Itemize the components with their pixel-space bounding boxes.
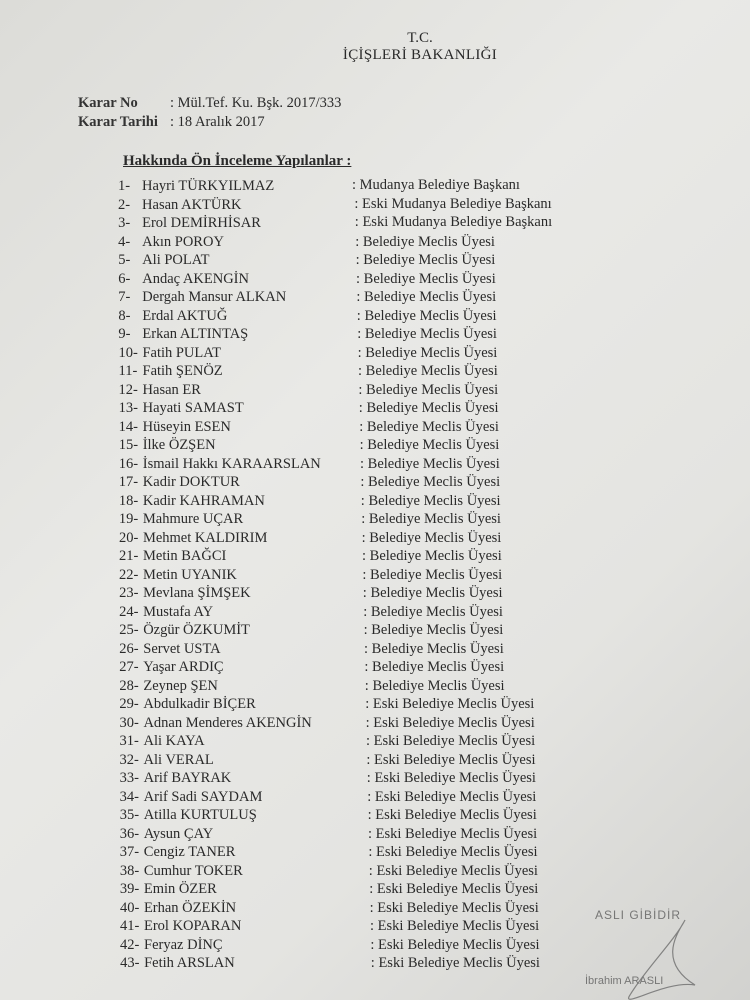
list-item xyxy=(119,382,201,399)
person-name: Dergah Mansur ALKAN xyxy=(142,289,287,305)
person-role: : Eski Belediye Meclis Üyesi xyxy=(368,844,538,860)
item-number: 41- xyxy=(120,918,140,934)
person-role: : Belediye Meclis Üyesi xyxy=(362,566,503,583)
list-item xyxy=(119,456,321,473)
list-item xyxy=(119,715,311,732)
item-number: 8- xyxy=(118,307,131,324)
item-number: 32- xyxy=(119,751,139,768)
item-number: 14- xyxy=(118,418,138,435)
person-name: Metin UYANIK xyxy=(143,566,237,583)
person-name: Ali POLAT xyxy=(142,252,210,268)
stamp-text: ASLI GİBİDİR xyxy=(595,908,682,922)
list-item xyxy=(119,493,265,510)
item-number: 22- xyxy=(119,566,139,583)
person-name: Yaşar ARDIÇ xyxy=(143,659,224,675)
person-name: Kadir KAHRAMAN xyxy=(142,492,265,509)
person-name: Servet USTA xyxy=(143,640,221,657)
item-number: 19- xyxy=(118,511,139,527)
person-name: Erkan ALTINTAŞ xyxy=(142,326,249,342)
list-item xyxy=(120,937,223,954)
karar-no-value: : Mül.Tef. Ku. Bşk. 2017/333 xyxy=(170,95,342,111)
person-name: Ali KAYA xyxy=(143,733,205,749)
person-role: : Eski Belediye Meclis Üyesi xyxy=(370,918,540,934)
person-name: Zeynep ŞEN xyxy=(143,677,218,694)
list-item xyxy=(119,604,213,621)
item-number: 3- xyxy=(118,215,131,231)
item-number: 35- xyxy=(119,807,140,823)
item-number: 15- xyxy=(118,437,139,453)
item-number: 1- xyxy=(118,178,131,194)
person-name: Hasan ER xyxy=(142,381,201,398)
list-item xyxy=(118,326,248,343)
item-number: 9- xyxy=(118,326,131,342)
item-number: 7- xyxy=(118,289,131,305)
person-name: İsmail Hakkı KARAARSLAN xyxy=(142,455,321,472)
person-name: Kadir DOKTUR xyxy=(142,474,240,490)
list-item xyxy=(120,844,236,861)
person-name: Mustafa AY xyxy=(143,603,214,620)
item-number: 27- xyxy=(119,659,139,675)
item-number: 37- xyxy=(119,844,140,860)
person-name: Hasan AKTÜRK xyxy=(142,196,242,213)
item-number: 39- xyxy=(119,881,140,897)
person-name: Fetih ARSLAN xyxy=(144,955,235,971)
person-role: : Belediye Meclis Üyesi xyxy=(364,677,505,694)
person-name: Emin ÖZER xyxy=(143,881,217,897)
list-item xyxy=(119,622,250,639)
item-number: 4- xyxy=(118,233,131,250)
list-item xyxy=(118,308,227,325)
list-item xyxy=(119,530,267,547)
list-item xyxy=(118,271,249,288)
item-number: 34- xyxy=(119,788,139,805)
item-number: 26- xyxy=(119,640,139,657)
list-item xyxy=(120,955,235,972)
list-item xyxy=(118,345,221,362)
list-item xyxy=(118,234,224,251)
person-name: Özgür ÖZKUMİT xyxy=(143,622,250,638)
person-name: Akın POROY xyxy=(142,233,224,250)
person-role: : Eski Mudanya Belediye Başkanı xyxy=(354,195,552,212)
item-number: 30- xyxy=(119,714,139,731)
person-role: : Belediye Meclis Üyesi xyxy=(362,585,503,601)
person-role: : Belediye Meclis Üyesi xyxy=(356,289,497,305)
karar-no-label: Karar No xyxy=(78,95,138,111)
person-role: : Belediye Meclis Üyesi xyxy=(357,326,497,342)
person-role: : Belediye Meclis Üyesi xyxy=(355,252,496,268)
item-number: 11- xyxy=(118,363,138,379)
stamp-signer: İbrahim ARASLI xyxy=(585,975,664,987)
item-number: 13- xyxy=(118,400,138,416)
item-number: 43- xyxy=(120,955,140,971)
item-number: 5- xyxy=(118,252,131,268)
item-number: 31- xyxy=(119,733,139,749)
person-name: Fatih ŞENÖZ xyxy=(142,363,223,379)
karar-tarihi-value: : 18 Aralık 2017 xyxy=(170,114,265,130)
list-item xyxy=(119,696,255,713)
item-number: 38- xyxy=(119,862,140,879)
item-number: 2- xyxy=(118,196,131,213)
list-item xyxy=(120,733,205,750)
person-name: Mehmet KALDIRIM xyxy=(142,529,268,546)
person-name: Hayri TÜRKYILMAZ xyxy=(142,178,275,194)
person-role: : Belediye Meclis Üyesi xyxy=(363,622,504,638)
list-item xyxy=(119,659,223,676)
person-role: : Belediye Meclis Üyesi xyxy=(358,381,499,398)
item-number: 18- xyxy=(118,492,139,509)
person-role: : Eski Belediye Meclis Üyesi xyxy=(367,788,537,805)
item-number: 23- xyxy=(119,585,139,601)
header-tc: T.C. xyxy=(407,30,433,46)
person-name: Erhan ÖZEKİN xyxy=(143,899,237,916)
item-number: 42- xyxy=(120,936,140,953)
person-name: Adnan Menderes AKENGİN xyxy=(143,714,312,731)
list-item xyxy=(119,511,243,528)
list-item xyxy=(119,400,244,417)
item-number: 6- xyxy=(118,270,131,287)
list-item xyxy=(120,807,257,824)
item-number: 21- xyxy=(119,548,139,564)
item-number: 33- xyxy=(119,770,139,786)
person-role: : Belediye Meclis Üyesi xyxy=(359,437,500,453)
list-item xyxy=(118,252,209,269)
person-role: : Eski Mudanya Belediye Başkanı xyxy=(354,214,553,230)
person-role: : Belediye Meclis Üyesi xyxy=(363,603,503,620)
person-role: : Belediye Meclis Üyesi xyxy=(360,492,501,509)
person-role: : Eski Belediye Meclis Üyesi xyxy=(365,714,535,731)
person-role: : Belediye Meclis Üyesi xyxy=(356,270,496,287)
list-item xyxy=(120,918,241,935)
person-name: Andaç AKENGİN xyxy=(142,270,249,287)
person-role: : Belediye Meclis Üyesi xyxy=(356,307,497,324)
list-item xyxy=(119,474,240,491)
person-name: Mevlana ŞİMŞEK xyxy=(143,585,251,601)
section-title: Hakkında Ön İnceleme Yapılanlar : xyxy=(123,153,352,169)
list-item xyxy=(118,197,241,214)
person-role: : Belediye Meclis Üyesi xyxy=(355,233,495,250)
list-item xyxy=(119,567,237,584)
person-role: : Eski Belediye Meclis Üyesi xyxy=(367,807,537,823)
list-item xyxy=(118,215,261,232)
person-role: : Belediye Meclis Üyesi xyxy=(358,400,499,416)
person-role: : Eski Belediye Meclis Üyesi xyxy=(366,770,536,786)
item-number: 24- xyxy=(119,603,139,620)
person-name: Hüseyin ESEN xyxy=(142,418,231,435)
person-name: Aysun ÇAY xyxy=(143,825,214,842)
person-role: : Belediye Meclis Üyesi xyxy=(364,640,504,657)
person-name: Arif BAYRAK xyxy=(143,770,232,786)
item-number: 16- xyxy=(118,455,139,472)
item-number: 28- xyxy=(119,677,139,694)
item-number: 12- xyxy=(118,381,138,398)
list-item xyxy=(120,826,213,843)
person-role: : Eski Belediye Meclis Üyesi xyxy=(365,696,535,712)
person-name: Erdal AKTUĞ xyxy=(142,307,228,324)
person-name: Atilla KURTULUŞ xyxy=(143,807,257,823)
list-item xyxy=(118,178,274,195)
list-item xyxy=(119,678,218,695)
person-role: : Eski Belediye Meclis Üyesi xyxy=(366,751,536,768)
item-number: 29- xyxy=(119,696,139,712)
list-item xyxy=(119,641,220,658)
person-role: : Mudanya Belediye Başkanı xyxy=(352,177,520,193)
list-item xyxy=(119,363,223,380)
person-name: Feryaz DİNÇ xyxy=(144,936,223,953)
person-name: İlke ÖZŞEN xyxy=(142,437,216,453)
person-name: Hayati SAMAST xyxy=(142,400,244,416)
person-role: : Belediye Meclis Üyesi xyxy=(364,659,505,675)
person-role: : Belediye Meclis Üyesi xyxy=(362,548,502,564)
list-item xyxy=(120,900,236,917)
list-item xyxy=(119,437,216,454)
list-item xyxy=(120,863,243,880)
item-number: 17- xyxy=(118,474,139,490)
list-item xyxy=(120,770,232,787)
person-name: Abdulkadir BİÇER xyxy=(143,696,256,712)
person-role: : Eski Belediye Meclis Üyesi xyxy=(369,899,539,916)
list-item xyxy=(119,419,231,436)
person-role: : Belediye Meclis Üyesi xyxy=(358,363,498,379)
person-name: Arif Sadi SAYDAM xyxy=(143,788,263,805)
person-role: : Eski Belediye Meclis Üyesi xyxy=(370,955,540,971)
person-role: : Belediye Meclis Üyesi xyxy=(357,344,498,361)
item-number: 25- xyxy=(119,622,139,638)
person-role: : Belediye Meclis Üyesi xyxy=(360,455,500,472)
person-role: : Eski Belediye Meclis Üyesi xyxy=(369,881,539,897)
list-item xyxy=(120,752,214,769)
person-name: Fatih PULAT xyxy=(142,344,221,361)
karar-tarihi-label: Karar Tarihi xyxy=(78,114,158,130)
person-role: : Eski Belediye Meclis Üyesi xyxy=(368,825,538,842)
header-ministry: İÇİŞLERİ BAKANLIĞI xyxy=(342,47,498,63)
person-role: : Eski Belediye Meclis Üyesi xyxy=(368,862,538,879)
person-role: : Eski Belediye Meclis Üyesi xyxy=(370,936,540,953)
person-name: Erol KOPARAN xyxy=(144,918,242,934)
person-name: Ali VERAL xyxy=(143,751,214,768)
person-role: : Belediye Meclis Üyesi xyxy=(360,474,501,490)
person-role: : Belediye Meclis Üyesi xyxy=(361,511,501,527)
person-name: Erol DEMİRHİSAR xyxy=(142,215,261,231)
list-item xyxy=(119,585,251,602)
person-role: : Belediye Meclis Üyesi xyxy=(359,418,499,435)
list-item xyxy=(118,289,286,306)
person-name: Mahmure UÇAR xyxy=(142,511,244,527)
person-role: : Eski Belediye Meclis Üyesi xyxy=(366,733,536,749)
person-name: Cengiz TANER xyxy=(143,844,236,860)
item-number: 40- xyxy=(119,899,140,916)
person-role: : Belediye Meclis Üyesi xyxy=(361,529,502,546)
certified-stamp xyxy=(585,900,735,1000)
item-number: 20- xyxy=(118,529,139,546)
list-item xyxy=(120,881,217,898)
person-name: Metin BAĞCI xyxy=(143,548,227,564)
item-number: 10- xyxy=(118,344,138,361)
list-item xyxy=(120,789,263,806)
item-number: 36- xyxy=(119,825,140,842)
person-name: Cumhur TOKER xyxy=(143,862,243,879)
list-item xyxy=(119,548,226,565)
